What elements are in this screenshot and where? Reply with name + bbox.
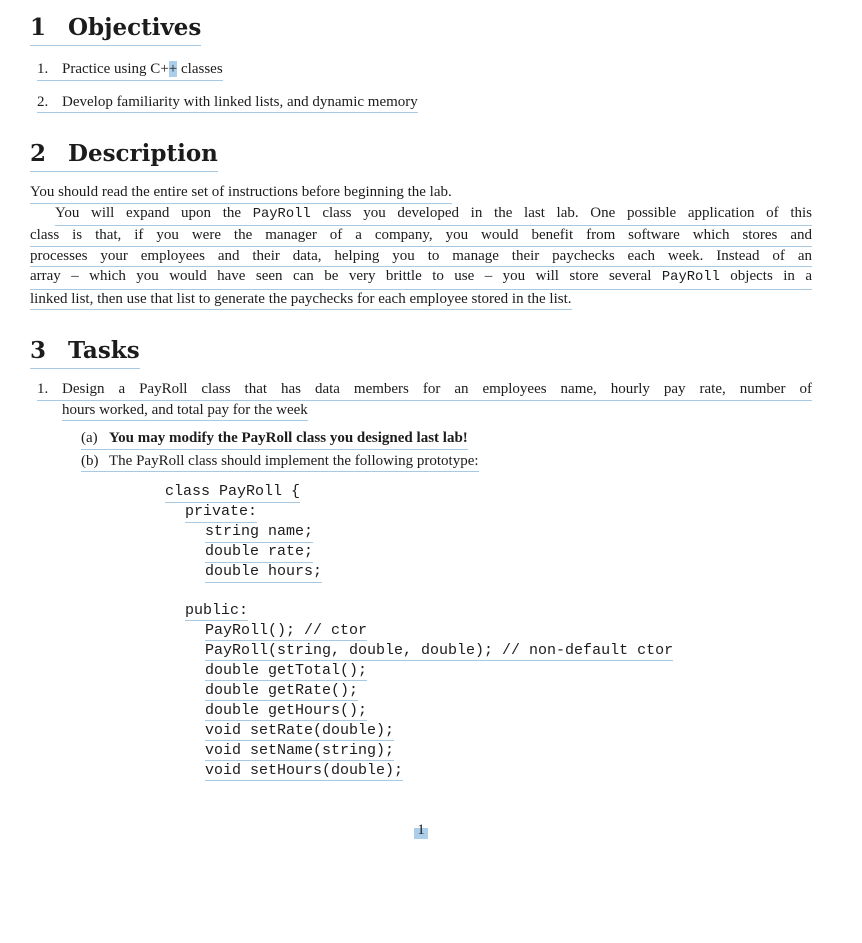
section-objectives: [30, 14, 812, 113]
inline-code: PayRoll: [661, 270, 720, 285]
list-item-text: [62, 381, 812, 397]
section-title: Description: [68, 140, 218, 167]
code-line: void setRate(double);: [205, 723, 812, 742]
task-subitem-b: [81, 453, 812, 473]
description-body: [30, 184, 812, 310]
code-line: private:: [185, 504, 812, 523]
code-line: public:: [185, 603, 812, 622]
task-subitem-a: [81, 430, 812, 450]
task-sublist: [81, 430, 812, 472]
subitem-text: You may modify the PayRoll class you designed last lab!: [109, 430, 468, 446]
subitem-text: The PayRoll class should implement the following prototype:: [109, 452, 479, 469]
paragraph-line: [30, 291, 812, 311]
subitem-label: (b): [81, 452, 99, 469]
code-line: string name;: [205, 524, 812, 543]
text-segment: You will expand upon the: [55, 204, 253, 221]
code-line: double hours;: [205, 564, 812, 583]
text-segment: classes: [177, 61, 223, 77]
section-tasks: [30, 337, 812, 781]
section-number: 2: [30, 140, 47, 167]
objectives-item-1: [37, 61, 812, 81]
page-number: 1: [414, 822, 428, 839]
text-segment: You should read the entire set of instructions before beginning the lab.: [30, 184, 452, 200]
paragraph-line: [30, 268, 812, 290]
paragraph-line: [30, 227, 812, 247]
text-segment: Practice using C+: [62, 61, 169, 77]
code-line: PayRoll(string, double, double); // non-default ctor: [205, 643, 812, 662]
list-item-number: 1.: [37, 61, 49, 77]
section-heading-tasks: [30, 337, 140, 369]
text-segment: class is that, if you were the manager of a company, you would benefit from software which stores and: [30, 227, 812, 243]
section-description: [30, 140, 812, 310]
list-item-number: 1.: [37, 381, 49, 397]
code-line: double getRate();: [205, 683, 812, 702]
code-blank-line: [165, 584, 812, 601]
code-line: PayRoll(); // ctor: [205, 623, 812, 642]
code-line: void setHours(double);: [205, 763, 812, 782]
task-item-1-line-1: [37, 381, 812, 401]
tasks-list: [37, 381, 812, 781]
text-segment: objects in a: [719, 268, 812, 284]
code-line: class PayRoll {: [165, 484, 812, 503]
paragraph-line: [55, 205, 812, 227]
section-heading-objectives: [30, 14, 201, 46]
text-segment: hours worked, and total pay for the week: [62, 401, 308, 418]
section-title: Tasks: [68, 337, 140, 364]
subitem-label: (a): [81, 430, 98, 446]
code-line: double getTotal();: [205, 663, 812, 682]
list-item-text: [62, 94, 418, 110]
code-line: double rate;: [205, 544, 812, 563]
text-segment: linked list, then use that list to generate the paychecks for each employee stored in the list.: [30, 290, 572, 307]
highlighted-character: +: [168, 61, 178, 77]
section-number: 3: [30, 337, 47, 364]
paragraph-line: [30, 184, 812, 204]
text-segment: Design a PayRoll class that has data members for an employees name, hourly pay rate, number of: [62, 381, 812, 397]
list-item-number: 2.: [37, 93, 49, 110]
objectives-item-2: [37, 94, 812, 114]
paragraph-line: [30, 248, 812, 268]
objectives-list: [37, 61, 812, 113]
section-heading-description: [30, 140, 218, 172]
text-segment: processes your employees and their data, helping you to manage their paychecks each week. Instead of an: [30, 247, 812, 264]
list-item-text: [62, 61, 223, 77]
code-line: double getHours();: [205, 703, 812, 722]
inline-code: PayRoll: [252, 206, 311, 222]
code-block: [165, 484, 812, 781]
text-segment: array – which you would have seen can be very brittle to use – you will store several: [30, 268, 662, 284]
code-line: void setName(string);: [205, 743, 812, 762]
text-segment: class you developed in the last lab. One possible application of this: [310, 204, 812, 221]
page-footer: [30, 822, 812, 839]
task-item-1-line-2: [62, 402, 812, 422]
text-segment: Develop familiarity with linked lists, and dynamic memory: [62, 93, 418, 110]
section-number: 1: [30, 14, 47, 41]
section-title: Objectives: [68, 14, 202, 41]
